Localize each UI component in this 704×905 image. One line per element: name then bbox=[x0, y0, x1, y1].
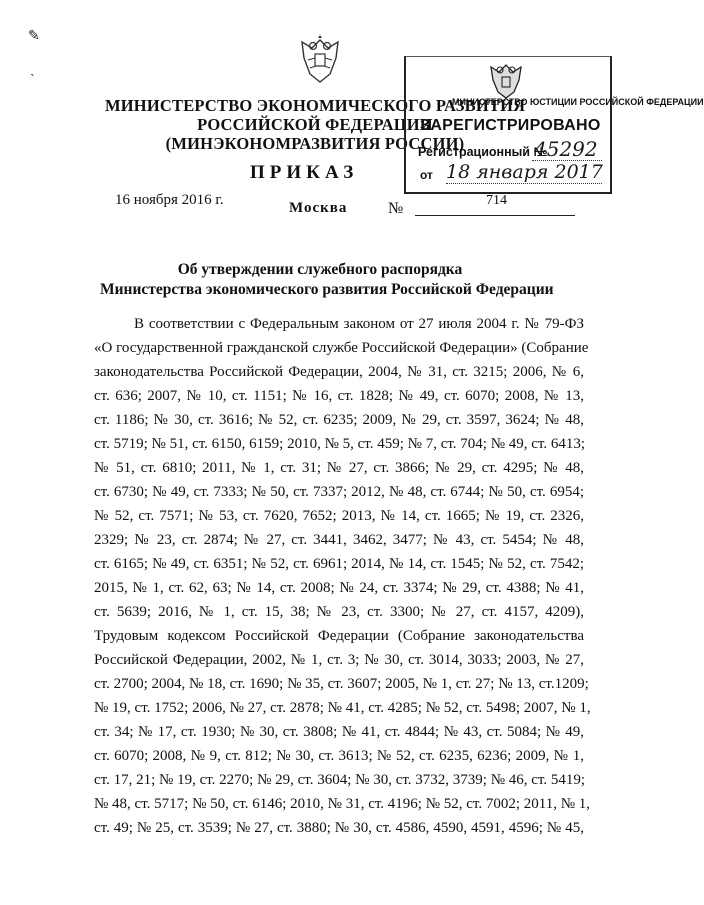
body-line: Трудовым кодексом Российской Федерации (Собрание законодательства bbox=[94, 628, 584, 644]
body-line: ст. 2700; 2004, № 18, ст. 1690; № 35, ст. 3607; 2005, № 1, ст. 27; № 13, ст.1209; bbox=[94, 676, 589, 692]
ministry-name-line: (МИНЭКОНОМРАЗВИТИЯ РОССИИ) bbox=[165, 134, 465, 153]
body-line: ст. 1186; № 30, ст. 3616; № 52, ст. 6235; 2009, № 29, ст. 3597, 3624; № 48, bbox=[94, 412, 584, 428]
body-line: № 19, ст. 1752; 2006, № 27, ст. 2878; № 41, ст. 4285; № 52, ст. 5498; 2007, № 1, bbox=[94, 700, 591, 716]
registration-stamp bbox=[404, 56, 704, 194]
body-line: ст. 5639; 2016, № 1, ст. 15, 38; № 23, ст. 3300; № 27, ст. 4157, 4209), bbox=[94, 604, 584, 620]
scan-artifact-mark: ˎ bbox=[30, 62, 35, 77]
ministry-name-line: МИНИСТЕРСТВО ЭКОНОМИЧЕСКОГО РАЗВИТИЯ bbox=[105, 96, 526, 115]
body-text bbox=[94, 312, 591, 840]
title-line: Об утверждении служебного распорядка bbox=[177, 261, 463, 278]
body-line: «О государственной гражданской службе Российской Федерации» (Собрание bbox=[94, 340, 589, 356]
body-line: законодательства Российской Федерации, 2004, № 31, ст. 3215; 2006, № 6, bbox=[94, 364, 584, 380]
body-line: 2329; № 23, ст. 2874; № 27, ст. 3441, 3462, 3477; № 43, ст. 5454; № 48, bbox=[94, 532, 584, 548]
scan-artifact-mark: ✎ bbox=[28, 29, 40, 44]
stamp-registered-label: ЗАРЕГИСТРИРОВАНО bbox=[420, 117, 601, 134]
body-line: 2015, № 1, ст. 62, 63; № 14, ст. 2008; № 24, ст. 3374; № 29, ст. 4388; № 41, bbox=[94, 580, 584, 596]
body-line: ст. 49; № 25, ст. 3539; № 27, ст. 3880; № 30, ст. 4586, 4590, 4591, 4596; № 45, bbox=[94, 820, 584, 836]
document-title bbox=[100, 260, 554, 300]
stamp-regno-label: Регистрационный № bbox=[418, 145, 548, 159]
title-line: Министерства экономического развития Российской Федерации bbox=[100, 281, 554, 298]
body-line: Российской Федерации, 2002, № 1, ст. 3; № 30, ст. 3014, 3033; 2003, № 27, bbox=[94, 652, 584, 668]
body-line: № 48, ст. 5717; № 50, ст. 6146; 2010, № 31, ст. 4196; № 52, ст. 7002; 2011, № 1, bbox=[94, 796, 591, 812]
stamp-coat-of-arms-icon bbox=[488, 61, 524, 101]
body-line: ст. 34; № 17, ст. 1930; № 30, ст. 3808; № 41, ст. 4844; № 43, ст. 5084; № 49, bbox=[94, 724, 584, 740]
document-number: 714 bbox=[486, 193, 507, 208]
body-line: ст. 6730; № 49, ст. 7333; № 50, ст. 7337; 2012, № 48, ст. 6744; № 50, ст. 6954; bbox=[94, 484, 584, 500]
body-line: ст. 6165; № 49, ст. 6351; № 52, ст. 6961; 2014, № 14, ст. 1545; № 52, ст. 7542; bbox=[94, 556, 584, 572]
stamp-date-underline bbox=[446, 183, 602, 184]
document-number-underline bbox=[415, 215, 575, 216]
stamp-date-value: 18 января 2017 bbox=[446, 161, 603, 183]
body-line: ст. 6070; 2008, № 9, ст. 812; № 30, ст. 3613; № 52, ст. 6235, 6236; 2009, № 1, bbox=[94, 748, 584, 764]
body-line: ст. 17, 21; № 19, ст. 2270; № 29, ст. 3604; № 30, ст. 3732, 3739; № 46, ст. 5419; bbox=[94, 772, 586, 788]
stamp-ministry-name: МИНИСТЕРСТВО ЮСТИЦИИ РОССИЙСКОЙ ФЕДЕРАЦИИ bbox=[452, 97, 704, 107]
stamp-date-label: от bbox=[420, 168, 433, 182]
document-city: Москва bbox=[289, 200, 348, 216]
ministry-name-line: РОССИЙСКОЙ ФЕДЕРАЦИИ bbox=[197, 115, 433, 134]
coat-of-arms-icon bbox=[298, 34, 342, 86]
body-line: В соответствии с Федеральным законом от 27 июля 2004 г. № 79-ФЗ bbox=[134, 316, 584, 332]
document-type: ПРИКАЗ bbox=[250, 162, 359, 183]
stamp-regno-value: 45292 bbox=[534, 137, 598, 161]
body-line: № 52, ст. 7571; № 53, ст. 7620, 7652; 2013, № 14, ст. 1665; № 19, ст. 2326, bbox=[94, 508, 584, 524]
document-date: 16 ноября 2016 г. bbox=[115, 192, 224, 208]
body-line: ст. 636; 2007, № 10, ст. 1151; № 16, ст. 1828; № 49, ст. 6070; 2008, № 13, bbox=[94, 388, 584, 404]
document-number-label: № bbox=[388, 200, 404, 217]
body-line: № 51, ст. 6810; 2011, № 1, ст. 31; № 27, ст. 3866; № 29, ст. 4295; № 48, bbox=[94, 460, 584, 476]
body-line: ст. 5719; № 51, ст. 6150, 6159; 2010, № 5, ст. 459; № 7, ст. 704; № 49, ст. 6413; bbox=[94, 436, 586, 452]
